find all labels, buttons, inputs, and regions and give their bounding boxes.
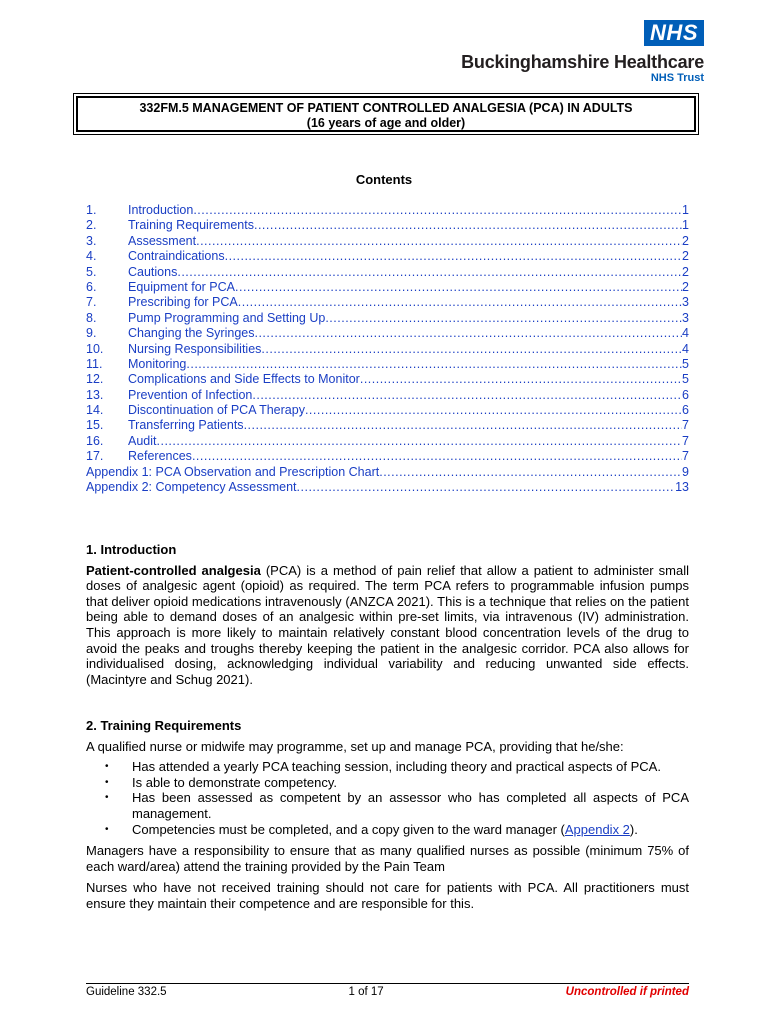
toc-number: 3. bbox=[86, 233, 97, 248]
toc-appendix[interactable] bbox=[86, 465, 689, 480]
toc-number: 7. bbox=[86, 295, 97, 310]
toc-page: 9 bbox=[682, 464, 689, 479]
toc-leader bbox=[244, 418, 682, 433]
toc-title: Appendix 2: Competency Assessment bbox=[86, 480, 297, 495]
toc-leader bbox=[186, 357, 682, 372]
toc-title: Prescribing for PCA bbox=[128, 295, 238, 310]
list-item: • Is able to demonstrate competency. bbox=[86, 775, 689, 791]
toc-title: Appendix 1: PCA Observation and Prescription Chart bbox=[86, 464, 380, 479]
toc-item[interactable] bbox=[86, 280, 689, 295]
toc-number: 6. bbox=[86, 279, 97, 294]
toc-item[interactable] bbox=[86, 403, 689, 418]
toc-item[interactable] bbox=[86, 265, 689, 280]
toc-page: 2 bbox=[682, 279, 689, 294]
toc-page: 3 bbox=[682, 295, 689, 310]
managers-paragraph: Managers have a responsibility to ensure that as many qualified nurses as possible (minimum 75% of each ward/area) attend the training provided by the Pain Team bbox=[86, 843, 689, 874]
toc-item[interactable] bbox=[86, 234, 689, 249]
toc-title: Discontinuation of PCA Therapy bbox=[128, 403, 305, 418]
toc-page: 4 bbox=[682, 341, 689, 356]
toc-item[interactable] bbox=[86, 357, 689, 372]
training-intro: A qualified nurse or midwife may programme, set up and manage PCA, providing that he/she: bbox=[86, 738, 624, 754]
toc-page: 7 bbox=[682, 418, 689, 433]
list-item bbox=[86, 822, 689, 838]
toc-leader bbox=[254, 218, 682, 233]
toc-number: 15. bbox=[86, 418, 104, 433]
toc-number: 4. bbox=[86, 249, 97, 264]
toc-number: 2. bbox=[86, 218, 97, 233]
toc-page: 5 bbox=[682, 356, 689, 371]
toc-page: 4 bbox=[682, 326, 689, 341]
nhs-logo: NHS bbox=[644, 20, 704, 46]
toc-title: Pump Programming and Setting Up bbox=[128, 310, 326, 325]
footer bbox=[86, 986, 689, 998]
list-item-text: Competencies must be completed, and a copy given to the ward manager ( bbox=[132, 821, 565, 837]
toc-title: Nursing Responsibilities bbox=[128, 341, 262, 356]
list-item: • Has attended a yearly PCA teaching session, including theory and practical aspects of PCA. bbox=[86, 759, 689, 775]
toc-title: Equipment for PCA bbox=[128, 279, 235, 294]
toc-title: Cautions bbox=[128, 264, 178, 279]
toc-item[interactable] bbox=[86, 342, 689, 357]
toc-title: Introduction bbox=[128, 203, 194, 217]
toc-item[interactable] bbox=[86, 388, 689, 403]
contents-heading: Contents bbox=[355, 172, 413, 187]
section-introduction bbox=[86, 542, 689, 687]
footer-divider bbox=[86, 983, 689, 984]
org-name: Buckinghamshire Healthcare bbox=[461, 52, 704, 72]
nurses-paragraph: Nurses who have not received training should not care for patients with PCA. All practitioners must ensure they maintain their competence and are responsible for this. bbox=[86, 880, 689, 911]
toc-item[interactable] bbox=[86, 372, 689, 387]
toc-page: 6 bbox=[682, 387, 689, 402]
toc-number: 13. bbox=[86, 387, 104, 402]
toc-number: 8. bbox=[86, 310, 97, 325]
toc-leader bbox=[297, 480, 676, 495]
toc-leader bbox=[192, 449, 682, 464]
nhs-trust-logo bbox=[461, 20, 704, 85]
toc-leader bbox=[177, 265, 682, 280]
bold-lead: Patient-controlled analgesia bbox=[86, 562, 261, 578]
toc-number: 1. bbox=[86, 203, 97, 217]
toc-title: Audit bbox=[128, 433, 157, 448]
toc-leader bbox=[261, 342, 682, 357]
footer-guideline: Guideline 332.5 bbox=[86, 986, 167, 998]
toc-number: 14. bbox=[86, 403, 104, 418]
toc-number: 11. bbox=[86, 356, 103, 371]
table-of-contents bbox=[86, 203, 689, 495]
toc-item[interactable] bbox=[86, 295, 689, 310]
toc-page: 5 bbox=[682, 372, 689, 387]
toc-leader bbox=[238, 295, 682, 310]
toc-number: 10. bbox=[86, 341, 104, 356]
title-line-1: 332FM.5 MANAGEMENT OF PATIENT CONTROLLED ANALGESIA (PCA) IN ADULTS bbox=[139, 101, 633, 115]
toc-page: 1 bbox=[682, 218, 689, 233]
toc-title: Changing the Syringes bbox=[128, 326, 255, 341]
toc-item[interactable] bbox=[86, 434, 689, 449]
toc-leader bbox=[379, 465, 682, 480]
toc-leader bbox=[325, 311, 682, 326]
toc-appendix[interactable] bbox=[86, 480, 689, 495]
section-training bbox=[86, 718, 689, 912]
toc-title: Contraindications bbox=[128, 249, 225, 264]
toc-page: 6 bbox=[682, 403, 689, 418]
appendix-2-link[interactable]: Appendix 2 bbox=[564, 821, 630, 837]
training-list bbox=[86, 759, 689, 837]
section-heading: 2. Training Requirements bbox=[86, 718, 242, 733]
toc-leader bbox=[305, 403, 682, 418]
toc-number: 12. bbox=[86, 372, 104, 387]
org-sub: NHS Trust bbox=[650, 72, 704, 84]
toc-page: 2 bbox=[682, 233, 689, 248]
footer-uncontrolled: Uncontrolled if printed bbox=[565, 986, 689, 998]
toc-leader bbox=[193, 203, 682, 218]
toc-page: 13 bbox=[675, 480, 689, 495]
toc-title: Monitoring bbox=[128, 356, 187, 371]
toc-leader bbox=[157, 434, 683, 449]
toc-item[interactable] bbox=[86, 218, 689, 233]
toc-item[interactable] bbox=[86, 203, 689, 218]
toc-leader bbox=[196, 234, 682, 249]
toc-page: 7 bbox=[682, 449, 689, 464]
toc-item[interactable] bbox=[86, 249, 689, 264]
toc-number: 5. bbox=[86, 264, 97, 279]
toc-page: 7 bbox=[682, 433, 689, 448]
toc-item[interactable] bbox=[86, 418, 689, 433]
toc-page: 2 bbox=[682, 249, 689, 264]
toc-number: 16. bbox=[86, 433, 104, 448]
toc-leader bbox=[254, 326, 682, 341]
title-line-2: (16 years of age and older) bbox=[306, 116, 466, 130]
toc-number: 9. bbox=[86, 326, 97, 341]
toc-number: 17. bbox=[86, 449, 104, 464]
toc-title: Complications and Side Effects to Monitor bbox=[128, 372, 360, 387]
toc-item[interactable] bbox=[86, 326, 689, 341]
toc-title: References bbox=[128, 449, 192, 464]
intro-text: (PCA) is a method of pain relief that allow a patient to administer small doses of analgesic agent (opioid) as required. The term PCA refers to programmable infusion pumps that deliver opioid medications intravenously (ANZCA 2021). This is a technique that relies on the patient being able to demand doses of an analgesic within pre-set limits, via intravenous (IV) administration. This approach is more likely to maintain relatively constant blood concentration levels of the drug to avoid the peaks and troughs thereby keeping the patient in the analgesic corridor. PCA also allows for individualised dosing, acknowledging individual variability and reducing unwanted side effects. (Macintyre and Schug 2021). bbox=[86, 562, 690, 687]
toc-title: Training Requirements bbox=[128, 218, 254, 233]
intro-paragraph bbox=[86, 563, 689, 688]
toc-page: 2 bbox=[682, 264, 689, 279]
list-item: • Has been assessed as competent by an assessor who has completed all aspects of PCA management. bbox=[86, 790, 689, 821]
toc-leader bbox=[235, 280, 682, 295]
toc-page: 1 bbox=[682, 203, 689, 217]
toc-title: Prevention of Infection bbox=[128, 387, 253, 402]
toc-page: 3 bbox=[682, 310, 689, 325]
toc-leader bbox=[360, 372, 682, 387]
toc-leader bbox=[252, 388, 682, 403]
document-title bbox=[76, 96, 696, 132]
toc-leader bbox=[225, 249, 682, 264]
section-heading: 1. Introduction bbox=[86, 542, 177, 557]
toc-title: Assessment bbox=[128, 233, 197, 248]
toc-item[interactable] bbox=[86, 311, 689, 326]
footer-page-number: 1 of 17 bbox=[348, 986, 384, 998]
toc-title: Transferring Patients bbox=[128, 418, 244, 433]
toc-item[interactable] bbox=[86, 449, 689, 464]
list-item-text-end: ). bbox=[629, 821, 638, 837]
